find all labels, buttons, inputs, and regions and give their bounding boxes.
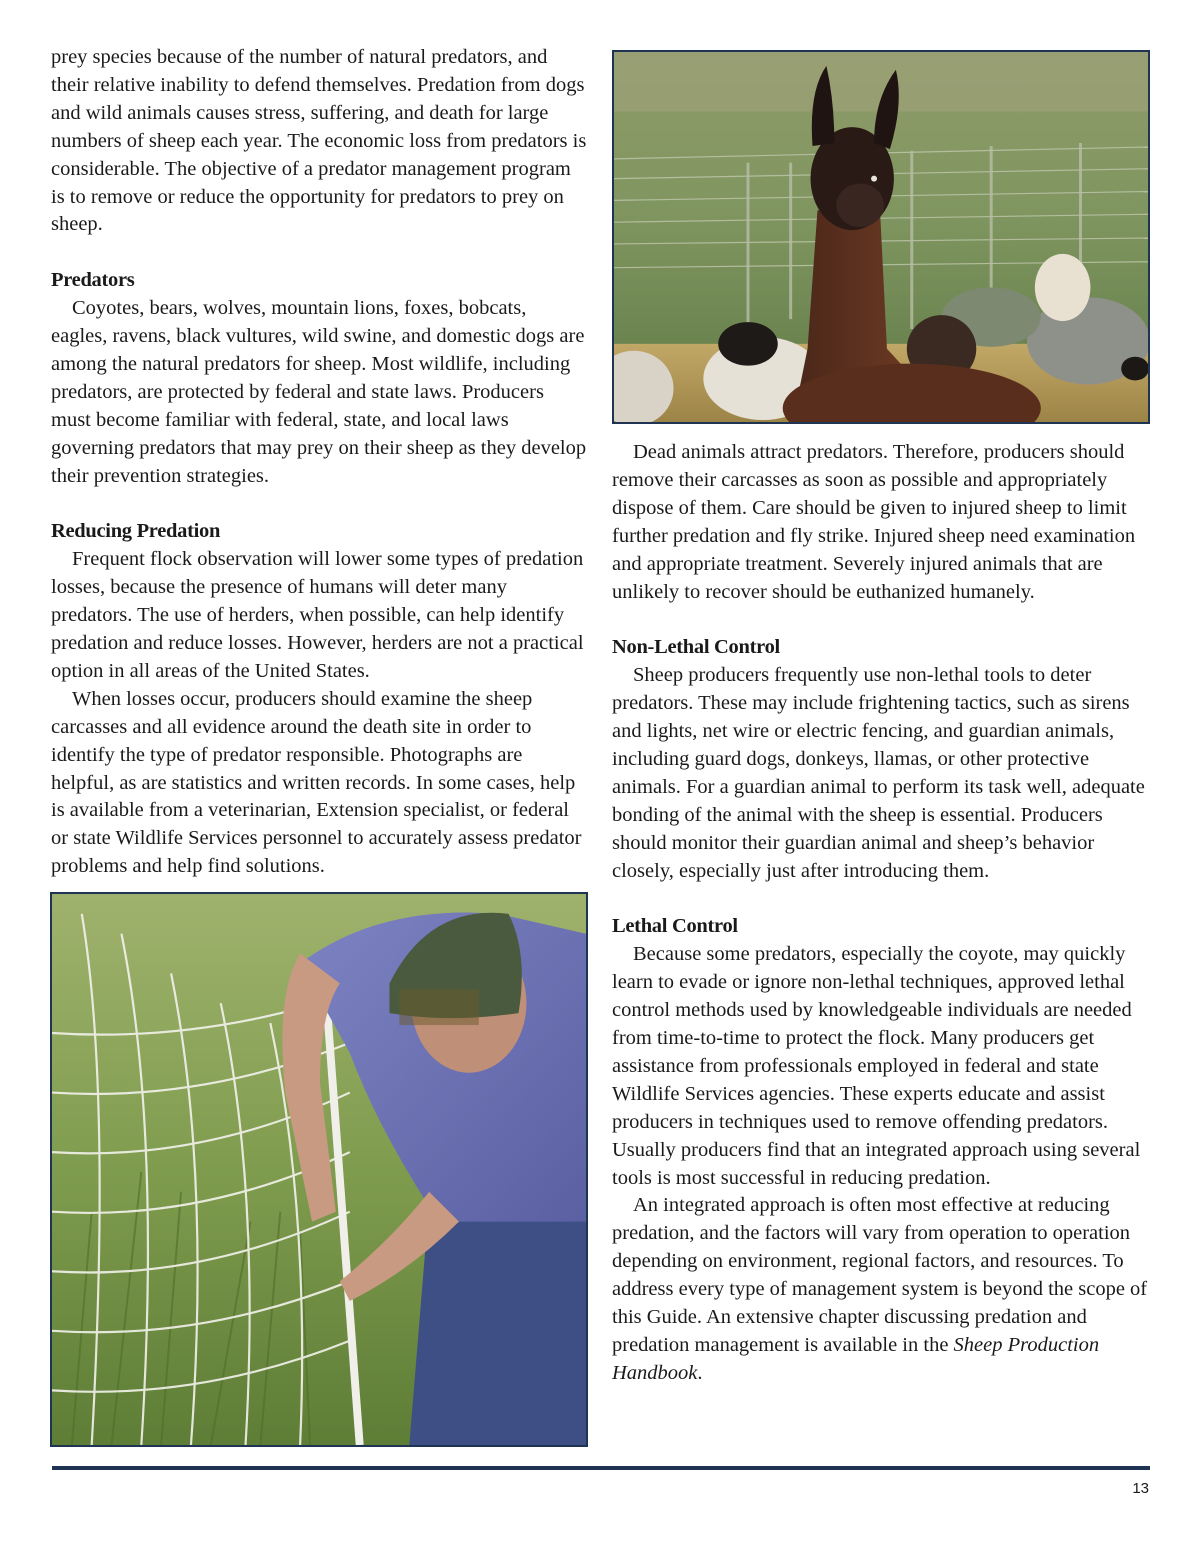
llama-with-sheep-photo [612, 50, 1150, 424]
lethal-paragraph-2 [612, 1192, 1152, 1387]
reducing-predation-heading: Reducing Predation [51, 520, 221, 543]
non-lethal-control-heading: Non-Lethal Control [612, 636, 780, 659]
man-with-electric-fence-photo [50, 892, 588, 1447]
footer-rule [52, 1466, 1150, 1470]
reducing-predation-paragraph-2: When losses occur, producers should examine the sheep carcasses and all evidence around the death site in order to identify the type of predator responsible. Photographs are helpful, as are statistics and written records. In some cases, help is available from a veterinarian, Extension specialist, or federal or state Wildlife Services personnel to accurately assess predator problems and help find solutions. [51, 687, 582, 878]
lethal-paragraph-1: Because some predators, especially the coyote, may quickly learn to evade or ignore non-lethal techniques, approved lethal control methods used by knowledgeable individuals are needed from time-to-time to protect the flock. Many producers get assistance from professionals employed in federal and state Wildlife Services agencies. These experts educate and assist producers in techniques used to remove offending predators. Usually producers find that an integrated approach using several tools is most successful in reducing predation. [612, 943, 1141, 1189]
dead-animals-paragraph: Dead animals attract predators. Therefore, producers should remove their carcasses as soon as possible and appropriately dispose of them. Care should be given to injured sheep to limit further predation and fly strike. Injured sheep need examination and appropriate treatment. Severely injured animals that are unlikely to recover should be euthanized humanely. [612, 441, 1136, 603]
lethal-paragraph-2-end: . [697, 1361, 703, 1384]
right-text-column [612, 439, 1152, 1388]
lethal-paragraph-2-text: An integrated approach is often most effective at reducing predation, and the factors will vary from operation to operation depending on environment, regional factors, and resources. To address every type of management system is beyond the scope of this Guide. An extensive chapter discussing predation and predation management is available in the [612, 1194, 1148, 1356]
handbook-title: Sheep Production Handbook [612, 1333, 1100, 1384]
intro-paragraph: prey species because of the number of natural predators, and their relative inability to defend themselves. Predation from dogs and wild animals causes stress, suffering, and death for large numbers of sheep each year. The economic loss from predators is considerable. The objective of a predator management program is to remove or reduce the opportunity for predators to prey on sheep. [51, 46, 587, 236]
page-number: 13 [1132, 1480, 1149, 1497]
lethal-control-heading: Lethal Control [612, 915, 738, 938]
left-text-column [51, 44, 587, 881]
reducing-predation-paragraph-1: Frequent flock observation will lower some types of predation losses, because the presence of humans will deter many predators. The use of herders, when possible, can help identify predation and reduce losses. However, herders are not a practical option in all areas of the United States. [51, 548, 584, 682]
non-lethal-paragraph: Sheep producers frequently use non-lethal tools to deter predators. These may include frightening tactics, such as sirens and lights, net wire or electric fencing, and guardian animals, including guard dogs, donkeys, llamas, or other protective animals. For a guardian animal to perform its task well, adequate bonding of the animal with the sheep is essential. Producers should monitor their guardian animal and sheep’s behavior closely, especially just after introducing them. [612, 664, 1145, 882]
predators-paragraph: Coyotes, bears, wolves, mountain lions, foxes, bobcats, eagles, ravens, black vultures, wild swine, and domestic dogs are among the natural predators for sheep. Most wildlife, including predators, are protected by federal and state laws. Producers must become familiar with federal, state, and local laws governing predators that may prey on their sheep as they develop their prevention strategies. [51, 297, 587, 487]
predators-heading: Predators [51, 269, 135, 292]
